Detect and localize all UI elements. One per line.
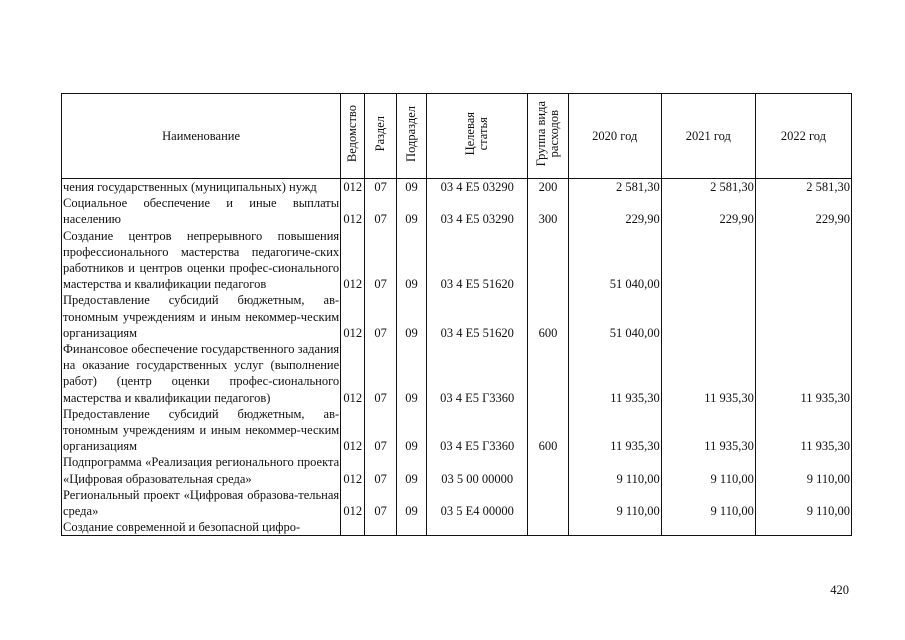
row-razdel: 07 bbox=[365, 195, 396, 227]
header-2020: 2020 год bbox=[568, 94, 661, 179]
row-amount-2021: 11 935,30 bbox=[661, 406, 755, 455]
row-vedomstvo: 012 bbox=[341, 406, 365, 455]
row-amount-2022: 11 935,30 bbox=[755, 406, 851, 455]
row-target: 03 5 E4 00000 bbox=[427, 487, 528, 519]
table-row bbox=[62, 454, 852, 486]
table-row bbox=[62, 519, 852, 536]
row-vedomstvo: 012 bbox=[341, 487, 365, 519]
row-amount-2022 bbox=[755, 228, 851, 293]
table-row bbox=[62, 292, 852, 341]
row-razdel: 07 bbox=[365, 179, 396, 196]
row-expense-group bbox=[528, 228, 568, 293]
row-expense-group bbox=[528, 487, 568, 519]
header-podrazdel: Подраздел bbox=[396, 94, 426, 179]
row-amount-2021 bbox=[661, 292, 755, 341]
row-amount-2022 bbox=[755, 292, 851, 341]
row-amount-2020: 51 040,00 bbox=[568, 228, 661, 293]
row-target: 03 4 E5 03290 bbox=[427, 179, 528, 196]
row-podrazdel: 09 bbox=[396, 228, 426, 293]
row-name: Создание современной и безопасной цифро- bbox=[62, 519, 341, 536]
row-amount-2021 bbox=[661, 228, 755, 293]
row-razdel: 07 bbox=[365, 341, 396, 406]
row-amount-2020: 11 935,30 bbox=[568, 406, 661, 455]
row-name: Финансовое обеспечение государственного задания на оказание государственных услуг (выполнение работ) (центр оценки профес-сионального мастерства и квалификации педагогов) bbox=[63, 342, 340, 405]
row-target bbox=[427, 519, 528, 536]
row-podrazdel: 09 bbox=[396, 454, 426, 486]
row-target: 03 4 E5 51620 bbox=[427, 228, 528, 293]
row-amount-2020: 2 581,30 bbox=[568, 179, 661, 196]
header-razdel: Раздел bbox=[365, 94, 396, 179]
row-podrazdel: 09 bbox=[396, 341, 426, 406]
row-vedomstvo: 012 bbox=[341, 341, 365, 406]
row-amount-2022: 11 935,30 bbox=[755, 341, 851, 406]
table-header-row bbox=[62, 94, 852, 179]
row-expense-group bbox=[528, 519, 568, 536]
table-row bbox=[62, 179, 852, 196]
row-vedomstvo: 012 bbox=[341, 292, 365, 341]
row-amount-2020: 9 110,00 bbox=[568, 454, 661, 486]
row-podrazdel: 09 bbox=[396, 406, 426, 455]
row-amount-2022: 9 110,00 bbox=[755, 487, 851, 519]
row-name: Подпрограмма «Реализация регионального проекта «Цифровая образовательная среда» bbox=[63, 455, 340, 486]
row-expense-group bbox=[528, 454, 568, 486]
header-expense-group: Группа вида расходов bbox=[528, 94, 568, 179]
row-vedomstvo: 012 bbox=[341, 454, 365, 486]
row-target: 03 4 E5 03290 bbox=[427, 195, 528, 227]
row-name: чения государственных (муниципальных) нужд bbox=[62, 179, 341, 196]
row-amount-2022 bbox=[755, 519, 851, 536]
row-vedomstvo: 012 bbox=[341, 228, 365, 293]
row-podrazdel: 09 bbox=[396, 195, 426, 227]
row-target: 03 4 E5 Г3360 bbox=[427, 341, 528, 406]
row-target: 03 5 00 00000 bbox=[427, 454, 528, 486]
row-expense-group: 600 bbox=[528, 292, 568, 341]
table-row bbox=[62, 195, 852, 227]
header-target: Целевая статья bbox=[427, 94, 528, 179]
row-amount-2020: 11 935,30 bbox=[568, 341, 661, 406]
row-amount-2022: 229,90 bbox=[755, 195, 851, 227]
row-amount-2021: 9 110,00 bbox=[661, 487, 755, 519]
row-amount-2021: 229,90 bbox=[661, 195, 755, 227]
row-name: Социальное обеспечение и иные выплаты населению bbox=[63, 196, 340, 227]
row-amount-2020 bbox=[568, 519, 661, 536]
row-expense-group: 200 bbox=[528, 179, 568, 196]
row-target: 03 4 E5 Г3360 bbox=[427, 406, 528, 455]
table-row bbox=[62, 341, 852, 406]
row-vedomstvo: 012 bbox=[341, 195, 365, 227]
row-expense-group: 600 bbox=[528, 406, 568, 455]
table-row bbox=[62, 487, 852, 519]
row-amount-2022: 2 581,30 bbox=[755, 179, 851, 196]
row-target: 03 4 E5 51620 bbox=[427, 292, 528, 341]
header-2022: 2022 год bbox=[755, 94, 851, 179]
row-razdel: 07 bbox=[365, 292, 396, 341]
row-amount-2021: 9 110,00 bbox=[661, 454, 755, 486]
row-name: Региональный проект «Цифровая образова-тельная среда» bbox=[63, 487, 340, 519]
header-vedomstvo: Ведомство bbox=[341, 94, 365, 179]
row-razdel: 07 bbox=[365, 454, 396, 486]
row-razdel: 07 bbox=[365, 406, 396, 455]
table-row bbox=[62, 406, 852, 455]
row-amount-2021: 2 581,30 bbox=[661, 179, 755, 196]
row-expense-group: 300 bbox=[528, 195, 568, 227]
row-razdel: 07 bbox=[365, 228, 396, 293]
row-podrazdel bbox=[396, 519, 426, 536]
row-amount-2020: 9 110,00 bbox=[568, 487, 661, 519]
page-number: 420 bbox=[830, 583, 849, 597]
row-name: Создание центров непрерывного повышения профессионального мастерства педагогиче-ских работников и центров оценки профес-сионального мастерства и квалификации педагогов bbox=[63, 228, 340, 292]
row-amount-2021: 11 935,30 bbox=[661, 341, 755, 406]
row-amount-2020: 51 040,00 bbox=[568, 292, 661, 341]
row-razdel: 07 bbox=[365, 487, 396, 519]
row-vedomstvo bbox=[341, 519, 365, 536]
row-podrazdel: 09 bbox=[396, 292, 426, 341]
budget-table bbox=[61, 93, 852, 536]
header-name: Наименование bbox=[62, 94, 341, 179]
row-amount-2021 bbox=[661, 519, 755, 536]
row-vedomstvo: 012 bbox=[341, 179, 365, 196]
row-podrazdel: 09 bbox=[396, 179, 426, 196]
header-2021: 2021 год bbox=[661, 94, 755, 179]
table-row bbox=[62, 228, 852, 293]
row-name: Предоставление субсидий бюджетным, ав-тономным учреждениям и иным некоммер-ческим организациям bbox=[63, 293, 340, 340]
row-podrazdel: 09 bbox=[396, 487, 426, 519]
row-amount-2022: 9 110,00 bbox=[755, 454, 851, 486]
row-name: Предоставление субсидий бюджетным, ав-тономным учреждениям и иным некоммер-ческим организациям bbox=[63, 406, 340, 454]
row-amount-2020: 229,90 bbox=[568, 195, 661, 227]
row-razdel bbox=[365, 519, 396, 536]
row-expense-group bbox=[528, 341, 568, 406]
